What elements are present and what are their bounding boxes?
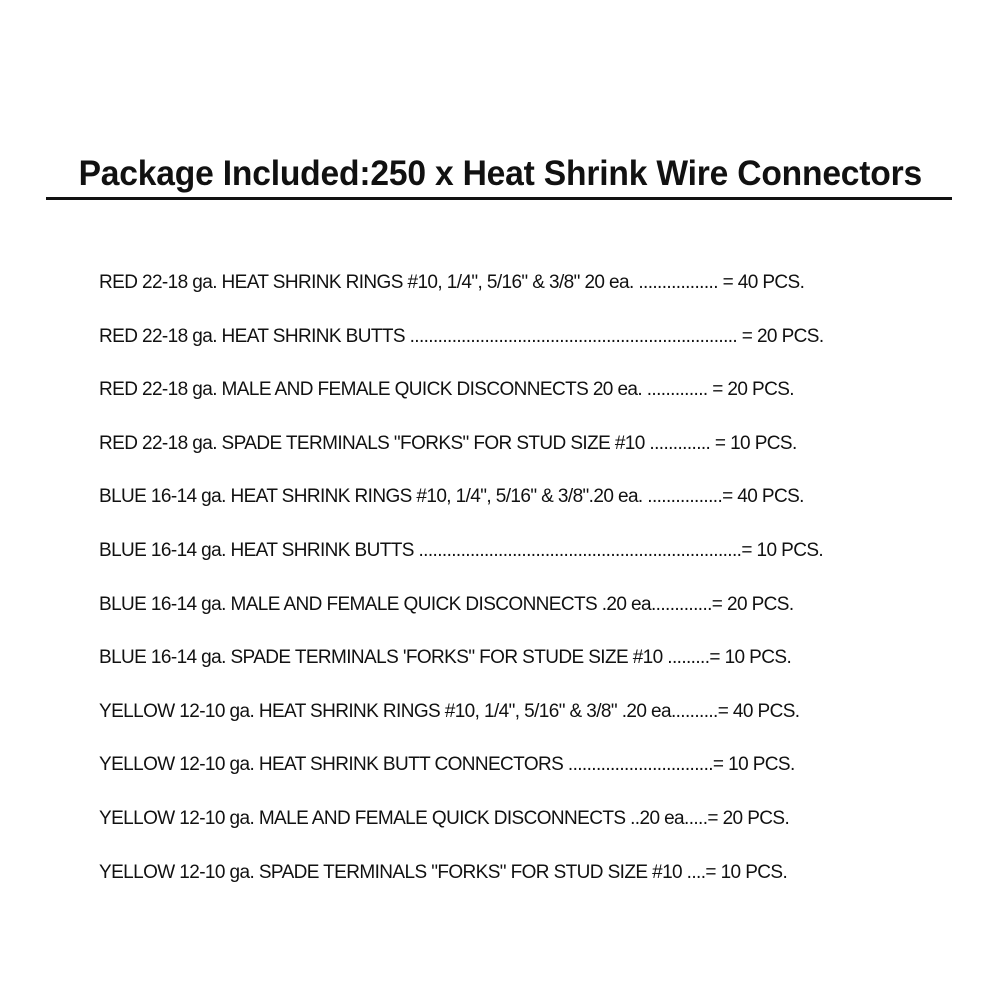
list-item: RED 22-18 ga. SPADE TERMINALS "FORKS" FOR STUD SIZE #10 ............. = 10 PCS. bbox=[99, 432, 797, 454]
title-container bbox=[0, 150, 1000, 198]
list-item: YELLOW 12-10 ga. HEAT SHRINK RINGS #10, 1/4", 5/16" & 3/8" .20 ea..........= 40 PCS. bbox=[99, 700, 800, 722]
list-item: BLUE 16-14 ga. SPADE TERMINALS 'FORKS" FOR STUDE SIZE #10 .........= 10 PCS. bbox=[99, 647, 792, 669]
list-item: YELLOW 12-10 ga. MALE AND FEMALE QUICK DISCONNECTS ..20 ea.....= 20 PCS. bbox=[99, 807, 790, 829]
list-item: BLUE 16-14 ga. HEAT SHRINK BUTTS .....................................................................= 10 PCS. bbox=[99, 539, 824, 561]
list-item: BLUE 16-14 ga. HEAT SHRINK RINGS #10, 1/4", 5/16" & 3/8".20 ea. ................= 40 PCS. bbox=[99, 486, 804, 508]
list-item: YELLOW 12-10 ga. SPADE TERMINALS "FORKS" FOR STUD SIZE #10 ....= 10 PCS. bbox=[99, 861, 788, 883]
list-item: RED 22-18 ga. HEAT SHRINK BUTTS ...................................................................... = 20 PCS. bbox=[99, 325, 824, 347]
list-item: RED 22-18 ga. HEAT SHRINK RINGS #10, 1/4", 5/16" & 3/8" 20 ea. ................. = 40 PCS. bbox=[99, 272, 805, 293]
list-item: YELLOW 12-10 ga. HEAT SHRINK BUTT CONNECTORS ...............................= 10 PCS. bbox=[99, 754, 795, 776]
list-item: RED 22-18 ga. MALE AND FEMALE QUICK DISCONNECTS 20 ea. ............. = 20 PCS. bbox=[99, 379, 794, 401]
package-title: Package Included:250 x Heat Shrink Wire Connectors bbox=[78, 154, 922, 193]
title-underline bbox=[46, 197, 952, 200]
list-item: BLUE 16-14 ga. MALE AND FEMALE QUICK DISCONNECTS .20 ea.............= 20 PCS. bbox=[99, 593, 794, 615]
package-contents-list bbox=[99, 266, 902, 909]
